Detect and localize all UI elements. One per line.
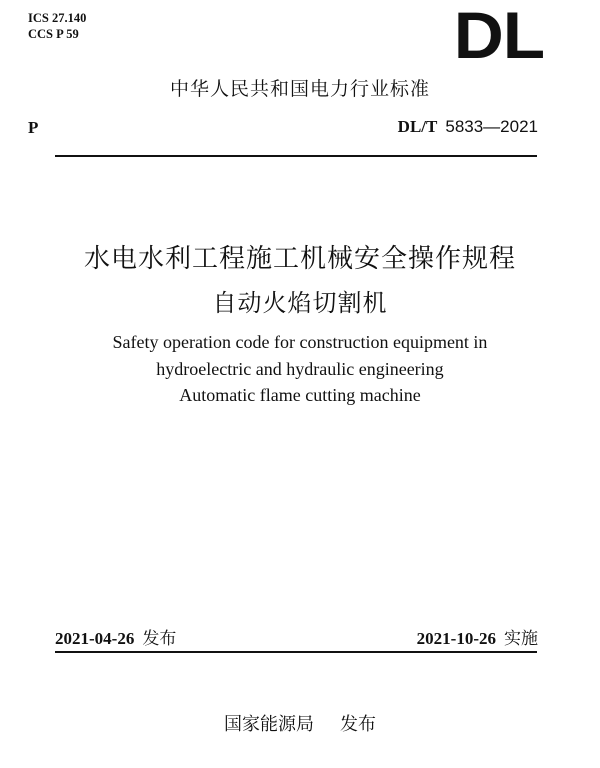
classification-codes	[28, 10, 86, 42]
title-en-line3: Automatic flame cutting machine	[179, 385, 421, 405]
category-code: P	[28, 118, 39, 137]
issue-date-value: 2021-04-26	[55, 629, 135, 648]
standard-prefix: DL/T	[397, 117, 438, 136]
standard-number-value: 5833—2021	[445, 117, 538, 136]
ccs-code: CCS P 59	[28, 27, 79, 41]
publisher-label: 发布	[340, 714, 376, 735]
implementation-date-value: 2021-10-26	[416, 629, 496, 648]
title-en-line2: hydroelectric and hydraulic engineering	[156, 359, 444, 379]
dl-logo: DL	[453, 0, 544, 72]
title-zh-line2: 自动火焰切割机	[212, 289, 388, 317]
implementation-label: 实施	[504, 629, 538, 649]
title-zh-line1: 水电水利工程施工机械安全操作规程	[83, 244, 516, 274]
issue-date	[55, 624, 176, 649]
publisher-line	[0, 710, 600, 736]
bottom-divider	[55, 651, 537, 653]
top-divider	[55, 155, 537, 157]
publisher-name: 国家能源局	[224, 714, 314, 735]
standard-type-heading: 中华人民共和国电力行业标准	[169, 78, 430, 100]
ics-code: ICS 27.140	[28, 11, 87, 25]
issue-label: 发布	[142, 629, 177, 649]
implementation-date	[417, 624, 538, 649]
standard-number	[398, 117, 538, 137]
title-en-line1: Safety operation code for construction equipment in	[112, 332, 488, 352]
